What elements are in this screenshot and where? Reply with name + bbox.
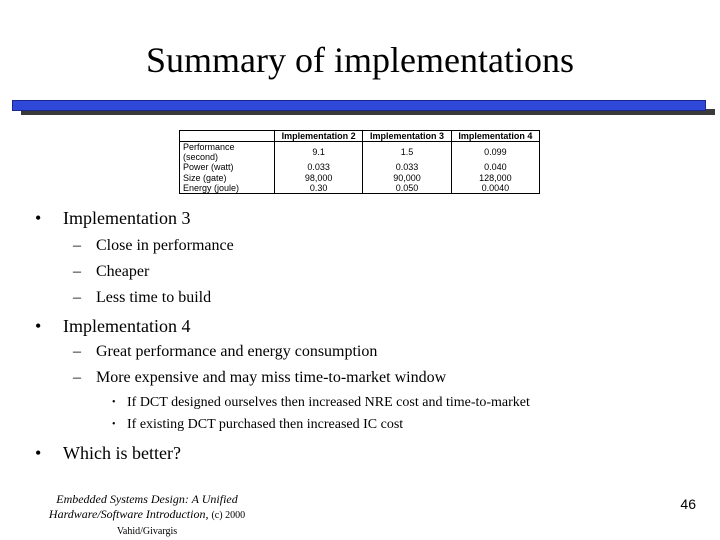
table-row (180, 183, 539, 193)
dash-marker: – (73, 237, 81, 254)
footer-line-1: Embedded Systems Design: A Unified (56, 492, 238, 506)
dash-marker: – (73, 343, 81, 360)
footer-line-2-text: Hardware/Software Introduction, (48, 507, 209, 521)
table-cell: Power (watt) (183, 162, 234, 173)
table-cell: 1.5 (363, 142, 451, 163)
dash-marker: – (73, 369, 81, 386)
table-header-cell: Implementation 4 (451, 131, 539, 142)
bullet-text: Which is better? (63, 443, 181, 463)
table-cell: Size (gate) (183, 172, 227, 183)
table-row (180, 142, 539, 163)
table-cell: 90,000 (363, 173, 451, 183)
table-cell: 128,000 (451, 173, 539, 183)
sub-bullet-text: Cheaper (96, 263, 150, 280)
table-cell: 0.099 (451, 142, 539, 163)
footer-line-2 (22, 507, 272, 539)
sub-bullet-text: Great performance and energy consumption (96, 343, 378, 360)
bullet-marker: • (35, 208, 42, 228)
bullet-marker: • (112, 419, 116, 430)
bullet-text: Implementation 4 (63, 316, 191, 336)
slide-title: Summary of implementations (146, 40, 574, 80)
bullet-marker: • (112, 397, 116, 408)
page-number: 46 (680, 496, 696, 512)
table-header-cell: Implementation 2 (275, 131, 363, 142)
table-cell: 0.0040 (451, 183, 539, 193)
sub-bullet-text: More expensive and may miss time-to-market window (96, 369, 447, 386)
sub-bullet-text: Close in performance (96, 237, 234, 254)
table-cell: 0.033 (363, 162, 451, 172)
table-header-cell: Implementation 3 (363, 131, 451, 142)
table-cell: Performance (second) (183, 142, 235, 163)
table-cell: 9.1 (275, 142, 363, 163)
footer-copyright: (c) 2000 Vahid/Givargis (116, 510, 246, 537)
table-header-cell (180, 131, 275, 142)
table-row (180, 162, 539, 172)
dash-marker: – (73, 289, 81, 306)
footer-citation (22, 492, 272, 539)
bullet-marker: • (35, 443, 42, 463)
dash-marker: – (73, 263, 81, 280)
table-cell: 0.050 (363, 183, 451, 193)
bullet-marker: • (35, 316, 42, 336)
table-cell: 0.033 (275, 162, 363, 172)
bullet-text: Implementation 3 (63, 208, 191, 228)
table-row (180, 173, 539, 183)
table-cell: Energy (joule) (183, 182, 240, 193)
sub-sub-bullet-text: If DCT designed ourselves then increased NRE cost and time-to-market (127, 395, 530, 410)
table-cell: 0.040 (451, 162, 539, 172)
table-cell: 0.30 (275, 183, 363, 193)
table-cell: 98,000 (275, 173, 363, 183)
implementation-table (179, 130, 540, 194)
table-header-row (180, 131, 539, 142)
title-accent-bar (12, 100, 706, 111)
sub-bullet-text: Less time to build (96, 289, 212, 306)
sub-sub-bullet-text: If existing DCT purchased then increased IC cost (127, 417, 404, 432)
